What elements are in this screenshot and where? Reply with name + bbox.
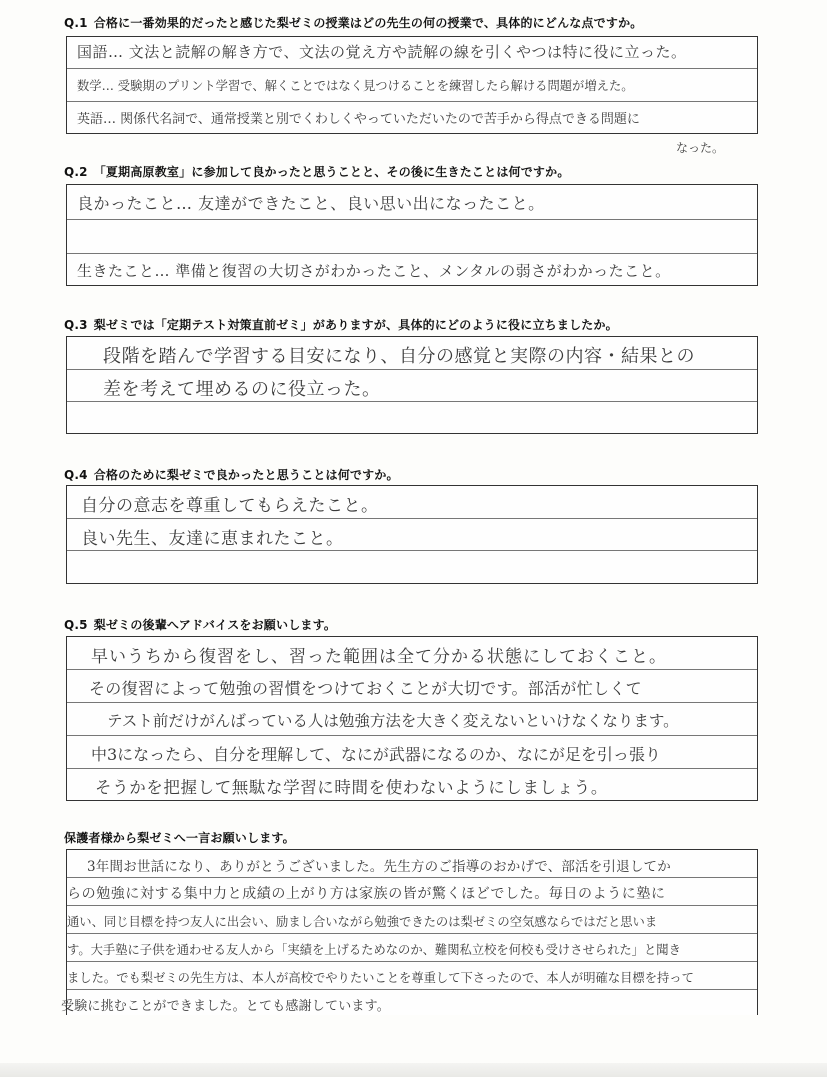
- parents-line-5: [67, 962, 757, 990]
- parents-line-2: [67, 878, 757, 906]
- q3-question-text: 梨ゼミでは「定期テスト対策直前ゼミ」がありますが、具体的にどのように役に立ちましたか。: [93, 318, 618, 332]
- q4-line-1: [67, 486, 757, 519]
- q3-line-2-text: 差を考えて埋めるのに役立った。: [103, 379, 381, 400]
- q5-line-1: [67, 637, 757, 670]
- q5-line-1-text: 早いうちから復習をし、習った範囲は全て分かる状態にしておくこと。: [91, 647, 667, 667]
- q2-number: Q.2: [64, 165, 88, 179]
- q1-line-3-text: 英語… 関係代名詞で、通常授業と別でくわしくやっていただいたので苦手から得点できる問題に: [77, 112, 640, 127]
- q5-line-3-text: テスト前だけがんばっている人は勉強方法を大きく変えないといけなくなります。: [107, 712, 679, 730]
- parents-answer-box: [61, 849, 758, 1015]
- q4-line-1-text: 自分の意志を尊重してもらえたこと。: [81, 496, 379, 516]
- q5-line-4: [67, 736, 757, 769]
- q5-question: [64, 616, 336, 633]
- q4-answer-box: [66, 485, 758, 584]
- parents-line-6: [61, 990, 757, 1016]
- q5-line-4-text: 中3になったら、自分を理解して、なにが武器になるのか、なにが足を引っ張り: [91, 745, 661, 764]
- q3-answer-box: [66, 336, 758, 434]
- q2-line-3: [67, 254, 757, 285]
- q4-line-3: [67, 551, 757, 583]
- parents-line-3: [67, 906, 757, 934]
- parents-line-1: [67, 850, 757, 878]
- parents-question: [64, 829, 295, 846]
- parents-line-4: [67, 934, 757, 962]
- q5-line-3: [67, 703, 757, 736]
- q3-question: [64, 316, 618, 333]
- q5-question-text: 梨ゼミの後輩へアドバイスをお願いします。: [93, 618, 337, 632]
- q4-number: Q.4: [64, 468, 88, 482]
- q3-line-1-text: 段階を踏んで学習する目安になり、自分の感覚と実際の内容・結果との: [103, 346, 695, 367]
- q3-line-1: [67, 337, 757, 370]
- q1-number: Q.1: [64, 16, 88, 30]
- q2-question: [64, 163, 570, 180]
- q1-line-2: [67, 69, 757, 102]
- q2-line-1-text: 良かったこと… 友達ができたこと、良い思い出になったこと。: [77, 194, 545, 213]
- q5-line-2-text: その復習によって勉強の習慣をつけておくことが大切です。部活が忙しくて: [89, 679, 642, 698]
- q2-line-2: [67, 220, 757, 254]
- q5-line-5-text: そうかを把握して無駄な学習に時間を使わないようにしましょう。: [95, 778, 608, 797]
- q1-line-2-text: 数学… 受験期のプリント学習で、解くことではなく見つけることを練習したら解ける問題が増えた。: [77, 79, 634, 93]
- q2-question-text: 「夏期高原教室」に参加して良かったと思うことと、その後に生きたことは何ですか。: [93, 165, 570, 179]
- q1-overflow-text: なった。: [676, 141, 725, 155]
- q1-line-1-text: 国語… 文法と読解の解き方で、文法の覚え方や読解の線を引くやつは特に役に立った。: [77, 43, 687, 61]
- q1-answer-box: [66, 36, 758, 134]
- q5-line-5: [67, 769, 757, 800]
- q4-question-text: 合格のために梨ゼミで良かったと思うことは何ですか。: [93, 468, 399, 482]
- q3-line-3: [67, 402, 757, 433]
- scan-bottom-edge: [0, 1063, 827, 1077]
- q1-question: [64, 14, 642, 31]
- q2-line-3-text: 生きたこと… 準備と復習の大切さがわかったこと、メンタルの弱さがわかったこと。: [77, 262, 671, 280]
- parents-question-text: 保護者様から梨ゼミへ一言お願いします。: [64, 831, 295, 845]
- q4-line-2: [67, 519, 757, 551]
- q4-question: [64, 466, 399, 483]
- q3-line-2: [67, 370, 757, 402]
- parents-line-3-text: 通い、同じ目標を持つ友人に出会い、励まし合いながら勉強できたのは梨ゼミの空気感ならではだと思いま: [67, 915, 658, 929]
- q1-question-text: 合格に一番効果的だったと感じた梨ゼミの授業はどの先生の何の授業で、具体的にどんな点ですか。: [93, 16, 643, 30]
- parents-line-5-text: ました。でも梨ゼミの先生方は、本人が高校でやりたいことを尊重して下さったので、本人が明確な目標を持って: [67, 971, 694, 985]
- parents-line-2-text: らの勉強に対する集中力と成績の上がり方は家族の皆が驚くほどでした。毎日のように塾に: [67, 886, 666, 902]
- q2-line-1: [67, 185, 757, 220]
- parents-line-1-text: 3年間お世話になり、ありがとうございました。先生方のご指導のおかげで、部活を引退してか: [87, 859, 671, 875]
- q1-line-1: [67, 37, 757, 69]
- q5-line-2: [67, 670, 757, 703]
- q5-answer-box: [66, 636, 758, 801]
- q3-number: Q.3: [64, 318, 88, 332]
- parents-line-6-text: 受験に挑むことができました。とても感謝しています。: [61, 999, 390, 1014]
- q1-line-3: [67, 102, 757, 133]
- q5-number: Q.5: [64, 618, 88, 632]
- parents-line-4-text: す。大手塾に子供を通わせる友人から「実績を上げるためなのか、難関私立校を何校も受けさせられた」と聞き: [67, 943, 681, 957]
- q4-line-2-text: 良い先生、友達に恵まれたこと。: [81, 529, 344, 549]
- q2-answer-box: [66, 184, 758, 286]
